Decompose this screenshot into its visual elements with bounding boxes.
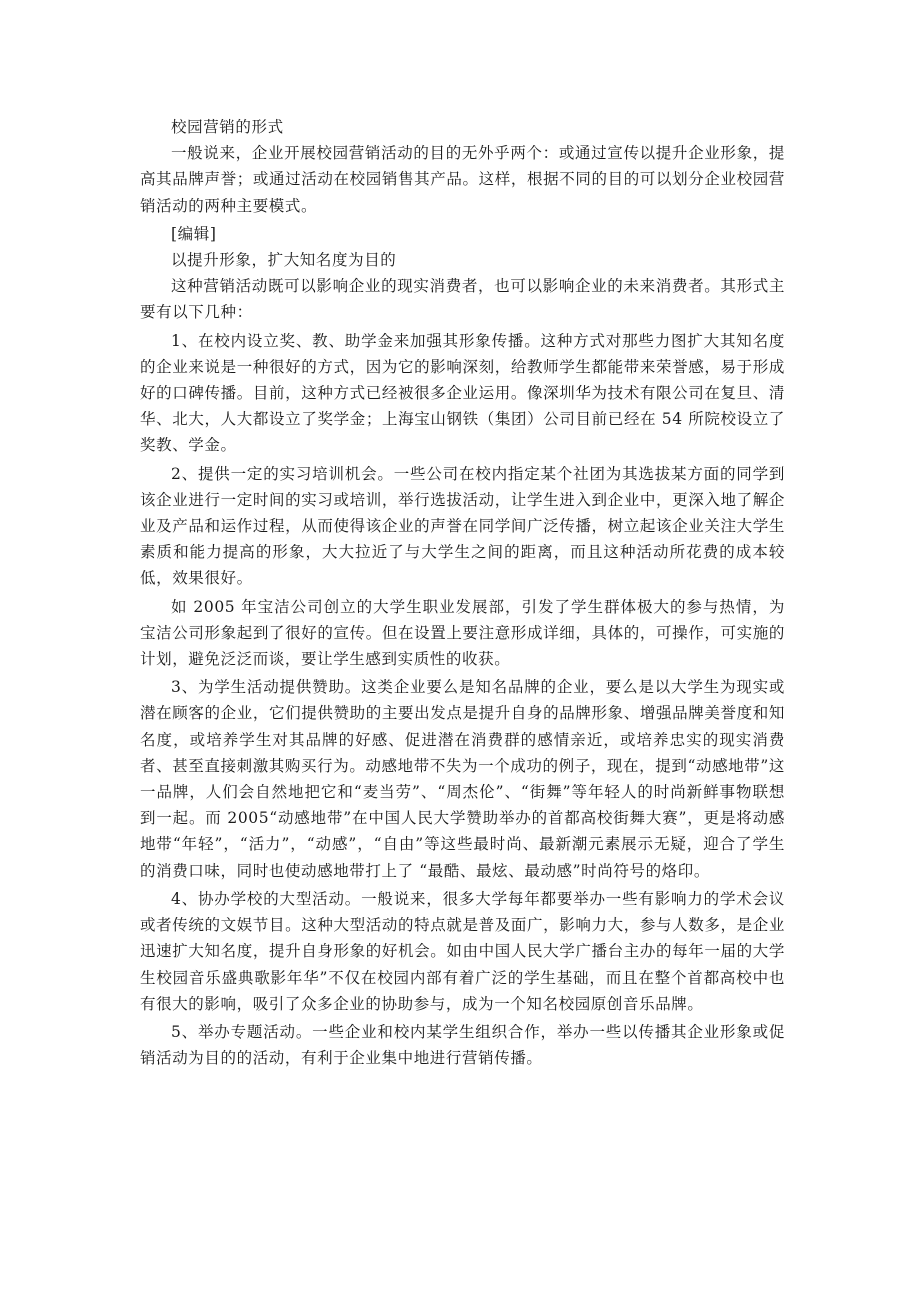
section-title: 校园营销的形式 <box>171 118 284 136</box>
document-body <box>140 114 785 1071</box>
item-1-paragraph: 1、在校内设立奖、教、助学金来加强其形象传播。这种方式对那些力图扩大其知名度的企业来说是一种很好的方式，因为它的影响深刻，给教师学生都能带来荣誉感，易于形成好的口碑传播。目前，这种方式已经被很多企业运用。像深圳华为技术有限公司在复旦、清华、北大，人大都设立了奖学金；上海宝山钢铁（集团）公司目前已经在 54 所院校设立了奖教、学金。 <box>140 331 785 455</box>
item-2-paragraph: 2、提供一定的实习培训机会。一些公司在校内指定某个社团为其选拔某方面的同学到该企业进行一定时间的实习或培训，举行选拔活动，让学生进入到企业中，更深入地了解企业及产品和运作过程，从而使得该企业的声誉在同学间广泛传播，树立起该企业关注大学生素质和能力提高的形象，大大拉近了与大学生之间的距离，而且这种活动所花费的成本较低，效果很好。 <box>140 464 785 588</box>
subsection-intro-paragraph: 这种营销活动既可以影响企业的现实消费者，也可以影响企业的未来消费者。其形式主要有以下几种： <box>140 277 785 322</box>
example-paragraph: 如 2005 年宝洁公司创立的大学生职业发展部，引发了学生群体极大的参与热情，为宝洁公司形象起到了很好的宣传。但在设置上要注意形成详细，具体的，可操作，可实施的计划，避免泛泛而谈，要让学生感到实质性的收获。 <box>140 597 785 669</box>
item-5-paragraph: 5、举办专题活动。一些企业和校内某学生组织合作，举办一些以传播其企业形象或促销活动为目的的活动，有利于企业集中地进行营销传播。 <box>140 1022 785 1068</box>
item-4-paragraph: 4、协办学校的大型活动。一般说来，很多大学每年都要举办一些有影响力的学术会议或者传统的文娱节目。这种大型活动的特点就是普及面广，影响力大，参与人数多，是企业迅速扩大知名度，提升自身形象的好机会。如由中国人民大学广播台主办的每年一届的大学生校园音乐盛典歌影年华”不仅在校园内部有着广泛的学生基础，而且在整个首都高校中也有很大的影响，吸引了众多企业的协助参与，成为一个知名校园原创音乐品牌。 <box>140 889 785 1013</box>
item-3-paragraph: 3、为学生活动提供赞助。这类企业要么是知名品牌的企业，要么是以大学生为现实或潜在顾客的企业，它们提供赞助的主要出发点是提升自身的品牌形象、增强品牌美誉度和知名度，或培养学生对其品牌的好感、促进潜在消费群的感情亲近，或培养忠实的现实消费者、甚至直接刺激其购买行为。动感地带不失为一个成功的例子，现在，提到“动感地带”这一品牌，人们会自然地把它和“麦当劳”、“周杰伦”、“街舞”等年轻人的时尚新鲜事物联想到一起。而 2005“动感地带”在中国人民大学赞助举办的首都高校街舞大赛”，更是将动感地带“年轻”，“活力”，“动感”，“自由”等这些最时尚、最新潮元素展示无疑，迎合了学生的消费口味，同时也使动感地带打上了 “最酷、最炫、最动感”时尚符号的烙印。 <box>140 678 785 880</box>
intro-paragraph: 一般说来，企业开展校园营销活动的目的无外乎两个：或通过宣传以提升企业形象，提高其品牌声誉；或通过活动在校园销售其产品。这样，根据不同的目的可以划分企业校园营销活动的两种主要模式。 <box>140 144 785 215</box>
subsection-title: 以提升形象，扩大知名度为目的 <box>171 251 397 270</box>
edit-link[interactable]: [编辑] <box>171 224 217 243</box>
